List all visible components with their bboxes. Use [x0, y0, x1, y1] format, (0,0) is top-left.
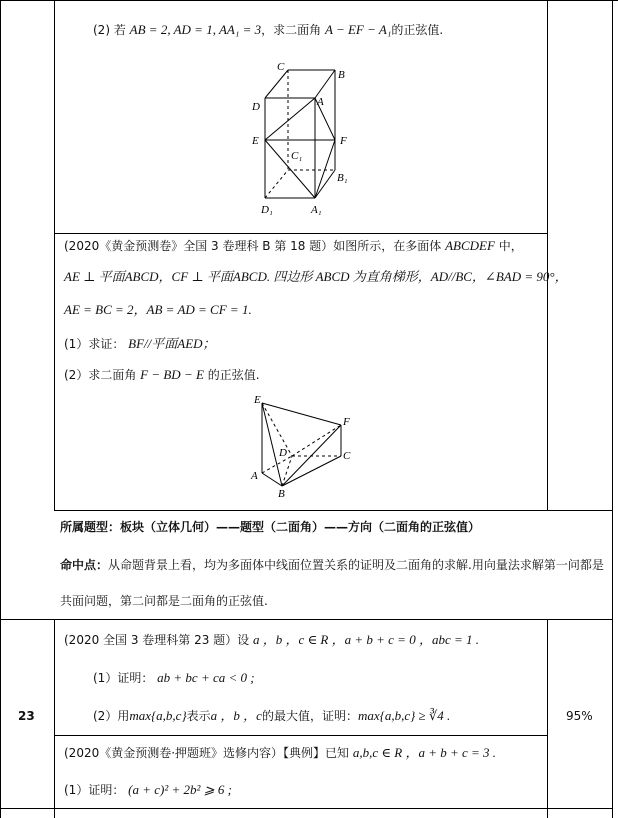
- q23-part2-max: max{a,b,c}: [129, 708, 187, 723]
- pred22-part1-math: BF//平面AED；: [128, 336, 216, 351]
- fig1-label-d1: D₁: [261, 204, 273, 216]
- q22-part2-label: (2): [93, 23, 110, 37]
- pred22-part2-suffix: 的正弦值.: [207, 368, 260, 382]
- q23-part1: [93, 671, 255, 685]
- q22-part2-angle: A − EF − A₁: [324, 22, 392, 37]
- q23-source-vars: a ，b ，c ∈ R ，a + b + c = 0 ，abc = 1 .: [253, 632, 479, 647]
- q23-part2-prefix: (2）用: [93, 709, 130, 723]
- topic-label: 所属题型：板块（立体几何）——题型（二面角）——方向（二面角的正弦值）: [60, 520, 481, 534]
- q22-part2-suffix: ，求二面角: [261, 23, 322, 37]
- pred22-part2: [64, 368, 260, 382]
- pred22-poly: ABCDEF: [445, 238, 495, 253]
- q23-part2-vars: a ，b ，c: [210, 708, 262, 723]
- fig1-label-c1: C₁: [291, 150, 303, 162]
- fig1-label-d: D: [252, 101, 260, 113]
- pred22-line2: AE ⊥ 平面ABCD，CF ⊥ 平面ABCD. 四边形 ABCD 为直角梯形，AD//BC，∠BAD = 90°，: [64, 269, 568, 284]
- q23-pred-line: [64, 746, 496, 760]
- q23-part2-math: max{a,b,c} ≥ ∛4 .: [357, 708, 451, 723]
- fig2-label-a: A: [251, 470, 258, 482]
- q23-part2: [93, 709, 450, 723]
- fig2-label-f: F: [343, 416, 350, 428]
- col-divider-4: [547, 619, 548, 818]
- fig1-label-b: B: [338, 69, 345, 81]
- row-divider-d: [54, 735, 548, 736]
- q22-part2-line: [93, 23, 443, 37]
- pred22-line1: [64, 239, 523, 253]
- q23-pred-part1-math: (a + c)² + 2b² ⩾ 6 ;: [128, 782, 232, 797]
- fig1-label-b1: B₁: [337, 172, 348, 184]
- pred22-part2-math: F − BD − E: [140, 367, 204, 382]
- col-divider-3: [54, 619, 55, 818]
- fig1-label-a1: A₁: [311, 204, 322, 216]
- fig2-label-d: D: [279, 447, 287, 459]
- table-border-right: [612, 0, 613, 818]
- row-divider-a: [54, 233, 548, 234]
- col-divider-2: [547, 0, 548, 510]
- question-number: 23: [18, 709, 35, 723]
- hit-line2: 共面问题，第二问都是二面角的正弦值.: [60, 594, 268, 608]
- q22-part2-end: 的正弦值.: [391, 23, 444, 37]
- pred22-mid: 中，: [498, 239, 523, 253]
- table-border-left: [0, 0, 1, 818]
- fig2-label-e: E: [254, 394, 261, 406]
- hit-rate: 95%: [566, 709, 593, 723]
- q23-pred-part1: [64, 783, 232, 797]
- pred22-line3: AE = BC = 2，AB = AD = CF = 1.: [64, 302, 252, 317]
- pred22-source: (2020《黄金预测卷》全国 3 卷理科 B 第 18 题）如图所示，在多面体: [64, 239, 442, 253]
- q23-pred-math: a,b,c ∈ R ，a + b + c = 3 .: [352, 745, 497, 760]
- q23-source-prefix: (2020 全国 3 卷理科第 23 题）设: [64, 633, 250, 647]
- row-divider-b: [54, 510, 613, 511]
- row-divider-c: [0, 619, 613, 620]
- hit-text-1: 从命题背景上看，均为多面体中线面位置关系的证明及二面角的求解.用向量法求解第一问都是: [108, 558, 604, 572]
- pred22-part1-label: (1）求证：: [64, 337, 125, 351]
- fig1-label-f: F: [340, 135, 347, 147]
- q23-part1-math: ab + bc + ca < 0 ;: [157, 670, 255, 685]
- q23-part2-mid2: 的最大值，证明：: [261, 709, 358, 723]
- table-border-bottom: [0, 808, 613, 809]
- q22-part2-prefix: 若: [113, 23, 126, 37]
- q23-pred-part1-label: (1）证明：: [64, 783, 125, 797]
- col-divider-1: [54, 0, 55, 510]
- fig2-label-b: B: [278, 488, 285, 500]
- table-border-top: [0, 0, 618, 1]
- fig2-label-c: C: [343, 450, 351, 462]
- q23-pred-prefix: (2020《黄金预测卷·押题班》选修内容）【典例】已知: [64, 746, 350, 760]
- fig1-label-a: A: [317, 96, 324, 108]
- pred22-part2-prefix: (2）求二面角: [64, 368, 137, 382]
- q23-source-line: [64, 633, 479, 647]
- fig1-label-c: C: [277, 61, 285, 73]
- pred22-part1: [64, 337, 216, 351]
- figure-polyhedron: [248, 393, 358, 501]
- fig1-label-e: E: [252, 135, 259, 147]
- q22-part2-math: AB = 2, AD = 1, AA₁ = 3: [129, 22, 262, 37]
- hit-line1: [60, 558, 604, 572]
- q23-part2-mid: 表示: [186, 709, 211, 723]
- q23-part1-label: (1）证明：: [93, 671, 154, 685]
- hit-label: 命中点：: [60, 558, 109, 572]
- figure-prism: [245, 58, 355, 218]
